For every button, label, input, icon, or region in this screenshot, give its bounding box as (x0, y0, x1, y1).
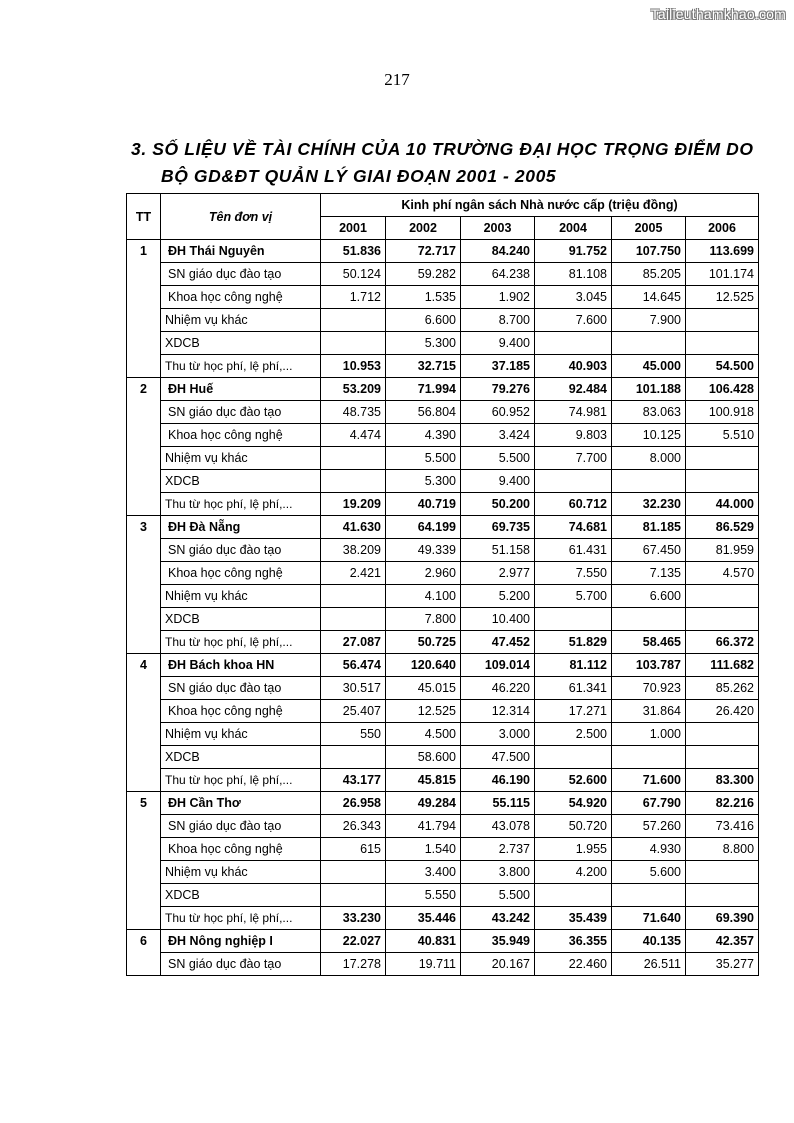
table-row (127, 884, 759, 907)
value-cell: 5.200 (461, 585, 535, 608)
value-cell: 10.125 (612, 424, 686, 447)
value-cell: 7.700 (535, 447, 612, 470)
value-cell: 5.600 (612, 861, 686, 884)
unit-name-cell: ĐH Huế (161, 378, 321, 401)
value-cell (321, 746, 386, 769)
value-cell: 7.550 (535, 562, 612, 585)
value-cell: 43.177 (321, 769, 386, 792)
value-cell: 47.500 (461, 746, 535, 769)
value-cell: 67.790 (612, 792, 686, 815)
value-cell: 67.450 (612, 539, 686, 562)
unit-name-cell: Thu từ học phí, lệ phí,... (161, 769, 321, 792)
value-cell: 17.271 (535, 700, 612, 723)
value-cell: 3.400 (386, 861, 461, 884)
value-cell: 60.952 (461, 401, 535, 424)
value-cell: 19.711 (386, 953, 461, 976)
unit-name-cell: Nhiệm vụ khác (161, 447, 321, 470)
value-cell: 54.920 (535, 792, 612, 815)
table-row (127, 746, 759, 769)
value-cell: 72.717 (386, 240, 461, 263)
value-cell (321, 608, 386, 631)
value-cell (535, 746, 612, 769)
value-cell: 57.260 (612, 815, 686, 838)
unit-name-cell: XDCB (161, 332, 321, 355)
table-row (127, 723, 759, 746)
university-row (127, 654, 759, 677)
value-cell: 27.087 (321, 631, 386, 654)
value-cell: 32.715 (386, 355, 461, 378)
value-cell: 41.794 (386, 815, 461, 838)
value-cell: 1.955 (535, 838, 612, 861)
value-cell: 2.977 (461, 562, 535, 585)
university-row (127, 378, 759, 401)
value-cell: 47.452 (461, 631, 535, 654)
value-cell: 111.682 (686, 654, 759, 677)
value-cell (321, 861, 386, 884)
value-cell (686, 861, 759, 884)
value-cell: 69.735 (461, 516, 535, 539)
table-row (127, 539, 759, 562)
value-cell: 4.390 (386, 424, 461, 447)
table-row (127, 424, 759, 447)
value-cell: 83.300 (686, 769, 759, 792)
value-cell: 33.230 (321, 907, 386, 930)
value-cell: 35.949 (461, 930, 535, 953)
value-cell: 85.205 (612, 263, 686, 286)
value-cell (612, 470, 686, 493)
value-cell: 55.115 (461, 792, 535, 815)
unit-name-cell: ĐH Bách khoa HN (161, 654, 321, 677)
value-cell: 2.421 (321, 562, 386, 585)
value-cell: 46.190 (461, 769, 535, 792)
table-row (127, 401, 759, 424)
value-cell: 10.953 (321, 355, 386, 378)
university-row (127, 240, 759, 263)
value-cell (612, 746, 686, 769)
value-cell: 45.000 (612, 355, 686, 378)
value-cell: 58.465 (612, 631, 686, 654)
value-cell: 86.529 (686, 516, 759, 539)
value-cell: 22.460 (535, 953, 612, 976)
unit-name-cell: Thu từ học phí, lệ phí,... (161, 493, 321, 516)
tt-cell: 3 (127, 516, 161, 654)
value-cell: 66.372 (686, 631, 759, 654)
table-row (127, 493, 759, 516)
value-cell: 73.416 (686, 815, 759, 838)
unit-name-cell: Thu từ học phí, lệ phí,... (161, 355, 321, 378)
value-cell: 52.600 (535, 769, 612, 792)
table-row (127, 263, 759, 286)
value-cell: 4.474 (321, 424, 386, 447)
value-cell: 5.500 (461, 447, 535, 470)
table-row (127, 838, 759, 861)
value-cell: 83.063 (612, 401, 686, 424)
value-cell (686, 332, 759, 355)
value-cell: 103.787 (612, 654, 686, 677)
unit-name-cell: XDCB (161, 608, 321, 631)
header-unit: Tên đơn vị (161, 194, 321, 240)
value-cell: 74.981 (535, 401, 612, 424)
header-year: 2002 (386, 217, 461, 240)
value-cell: 7.600 (535, 309, 612, 332)
value-cell (321, 585, 386, 608)
header-tt: TT (127, 194, 161, 240)
value-cell: 71.994 (386, 378, 461, 401)
value-cell: 59.282 (386, 263, 461, 286)
value-cell: 45.015 (386, 677, 461, 700)
unit-name-cell: SN giáo dục đào tạo (161, 539, 321, 562)
value-cell: 120.640 (386, 654, 461, 677)
value-cell: 61.431 (535, 539, 612, 562)
table-row (127, 953, 759, 976)
value-cell: 53.209 (321, 378, 386, 401)
header-year: 2006 (686, 217, 759, 240)
value-cell: 26.958 (321, 792, 386, 815)
value-cell: 109.014 (461, 654, 535, 677)
value-cell: 4.200 (535, 861, 612, 884)
value-cell: 5.500 (386, 447, 461, 470)
value-cell: 106.428 (686, 378, 759, 401)
value-cell (686, 585, 759, 608)
value-cell: 51.829 (535, 631, 612, 654)
value-cell: 50.124 (321, 263, 386, 286)
tt-cell: 2 (127, 378, 161, 516)
header-year: 2003 (461, 217, 535, 240)
value-cell: 1.712 (321, 286, 386, 309)
value-cell: 50.200 (461, 493, 535, 516)
value-cell (686, 447, 759, 470)
value-cell: 5.300 (386, 470, 461, 493)
tt-cell: 4 (127, 654, 161, 792)
unit-name-cell: ĐH Nông nghiệp I (161, 930, 321, 953)
value-cell (321, 332, 386, 355)
value-cell: 36.355 (535, 930, 612, 953)
table-row (127, 332, 759, 355)
value-cell (612, 332, 686, 355)
value-cell: 69.390 (686, 907, 759, 930)
value-cell: 45.815 (386, 769, 461, 792)
unit-name-cell: Khoa học công nghệ (161, 562, 321, 585)
value-cell: 54.500 (686, 355, 759, 378)
university-row (127, 516, 759, 539)
value-cell: 42.357 (686, 930, 759, 953)
value-cell: 101.188 (612, 378, 686, 401)
table-row (127, 631, 759, 654)
value-cell: 30.517 (321, 677, 386, 700)
value-cell: 82.216 (686, 792, 759, 815)
table-body (127, 240, 759, 976)
value-cell: 8.700 (461, 309, 535, 332)
value-cell (686, 723, 759, 746)
value-cell: 4.100 (386, 585, 461, 608)
value-cell: 12.314 (461, 700, 535, 723)
table-row (127, 815, 759, 838)
value-cell: 50.720 (535, 815, 612, 838)
table-row (127, 562, 759, 585)
value-cell: 84.240 (461, 240, 535, 263)
value-cell: 7.800 (386, 608, 461, 631)
value-cell: 26.511 (612, 953, 686, 976)
value-cell (612, 884, 686, 907)
unit-name-cell: Nhiệm vụ khác (161, 585, 321, 608)
table-row (127, 769, 759, 792)
value-cell (686, 309, 759, 332)
value-cell: 17.278 (321, 953, 386, 976)
value-cell: 71.640 (612, 907, 686, 930)
unit-name-cell: XDCB (161, 746, 321, 769)
unit-name-cell: SN giáo dục đào tạo (161, 401, 321, 424)
value-cell: 12.525 (386, 700, 461, 723)
value-cell: 4.570 (686, 562, 759, 585)
value-cell: 25.407 (321, 700, 386, 723)
value-cell: 32.230 (612, 493, 686, 516)
value-cell: 49.339 (386, 539, 461, 562)
value-cell: 100.918 (686, 401, 759, 424)
value-cell: 107.750 (612, 240, 686, 263)
value-cell: 550 (321, 723, 386, 746)
value-cell (612, 608, 686, 631)
unit-name-cell: Nhiệm vụ khác (161, 861, 321, 884)
value-cell: 101.174 (686, 263, 759, 286)
value-cell: 6.600 (612, 585, 686, 608)
value-cell (535, 332, 612, 355)
value-cell: 3.045 (535, 286, 612, 309)
value-cell: 35.277 (686, 953, 759, 976)
value-cell: 2.960 (386, 562, 461, 585)
header-year: 2004 (535, 217, 612, 240)
table-row (127, 907, 759, 930)
value-cell: 46.220 (461, 677, 535, 700)
table-row (127, 608, 759, 631)
tt-cell: 1 (127, 240, 161, 378)
value-cell (321, 447, 386, 470)
value-cell: 81.959 (686, 539, 759, 562)
header-budget: Kinh phí ngân sách Nhà nước cấp (triệu đồng) (321, 194, 759, 217)
value-cell: 43.078 (461, 815, 535, 838)
value-cell: 40.719 (386, 493, 461, 516)
value-cell: 74.681 (535, 516, 612, 539)
value-cell: 37.185 (461, 355, 535, 378)
value-cell: 9.400 (461, 470, 535, 493)
value-cell: 51.158 (461, 539, 535, 562)
header-year: 2001 (321, 217, 386, 240)
value-cell: 81.185 (612, 516, 686, 539)
value-cell (535, 884, 612, 907)
value-cell: 8.800 (686, 838, 759, 861)
value-cell: 8.000 (612, 447, 686, 470)
value-cell (686, 470, 759, 493)
value-cell: 9.400 (461, 332, 535, 355)
value-cell: 113.699 (686, 240, 759, 263)
table-row (127, 309, 759, 332)
value-cell: 5.550 (386, 884, 461, 907)
unit-name-cell: XDCB (161, 470, 321, 493)
value-cell: 81.108 (535, 263, 612, 286)
university-row (127, 792, 759, 815)
value-cell: 71.600 (612, 769, 686, 792)
value-cell: 5.500 (461, 884, 535, 907)
value-cell: 58.600 (386, 746, 461, 769)
value-cell: 91.752 (535, 240, 612, 263)
value-cell: 6.600 (386, 309, 461, 332)
value-cell: 1.902 (461, 286, 535, 309)
value-cell: 1.540 (386, 838, 461, 861)
table-row (127, 470, 759, 493)
tt-cell: 5 (127, 792, 161, 930)
value-cell: 44.000 (686, 493, 759, 516)
page-number: 217 (384, 70, 410, 89)
value-cell: 56.804 (386, 401, 461, 424)
table-row (127, 447, 759, 470)
value-cell: 20.167 (461, 953, 535, 976)
value-cell: 43.242 (461, 907, 535, 930)
value-cell (686, 884, 759, 907)
table-header (127, 194, 759, 240)
unit-name-cell: Nhiệm vụ khác (161, 723, 321, 746)
value-cell: 40.903 (535, 355, 612, 378)
value-cell: 9.803 (535, 424, 612, 447)
value-cell: 7.900 (612, 309, 686, 332)
value-cell: 40.135 (612, 930, 686, 953)
header-year: 2005 (612, 217, 686, 240)
value-cell: 4.500 (386, 723, 461, 746)
unit-name-cell: SN giáo dục đào tạo (161, 953, 321, 976)
watermark: Tailieuthamkhao.com (650, 6, 786, 22)
tt-cell: 6 (127, 930, 161, 976)
value-cell (321, 309, 386, 332)
value-cell: 1.000 (612, 723, 686, 746)
value-cell: 26.420 (686, 700, 759, 723)
value-cell: 64.238 (461, 263, 535, 286)
value-cell: 7.135 (612, 562, 686, 585)
value-cell: 64.199 (386, 516, 461, 539)
value-cell: 26.343 (321, 815, 386, 838)
unit-name-cell: ĐH Cần Thơ (161, 792, 321, 815)
value-cell: 35.446 (386, 907, 461, 930)
value-cell: 70.923 (612, 677, 686, 700)
section-heading (131, 136, 754, 190)
value-cell: 4.930 (612, 838, 686, 861)
value-cell: 12.525 (686, 286, 759, 309)
table-row (127, 677, 759, 700)
value-cell (686, 608, 759, 631)
unit-name-cell: ĐH Thái Nguyên (161, 240, 321, 263)
value-cell: 5.300 (386, 332, 461, 355)
table-row (127, 355, 759, 378)
value-cell: 50.725 (386, 631, 461, 654)
value-cell: 31.864 (612, 700, 686, 723)
value-cell: 79.276 (461, 378, 535, 401)
unit-name-cell: SN giáo dục đào tạo (161, 677, 321, 700)
table-row (127, 861, 759, 884)
unit-name-cell: ĐH Đà Nẵng (161, 516, 321, 539)
unit-name-cell: Thu từ học phí, lệ phí,... (161, 631, 321, 654)
unit-name-cell: Khoa học công nghệ (161, 286, 321, 309)
value-cell: 60.712 (535, 493, 612, 516)
table-row (127, 700, 759, 723)
value-cell: 19.209 (321, 493, 386, 516)
value-cell: 3.000 (461, 723, 535, 746)
value-cell (321, 470, 386, 493)
unit-name-cell: SN giáo dục đào tạo (161, 263, 321, 286)
value-cell: 615 (321, 838, 386, 861)
value-cell: 85.262 (686, 677, 759, 700)
unit-name-cell: Khoa học công nghệ (161, 838, 321, 861)
value-cell: 14.645 (612, 286, 686, 309)
value-cell: 3.800 (461, 861, 535, 884)
unit-name-cell: Thu từ học phí, lệ phí,... (161, 907, 321, 930)
unit-name-cell: Khoa học công nghệ (161, 700, 321, 723)
table-row (127, 585, 759, 608)
value-cell: 35.439 (535, 907, 612, 930)
value-cell: 61.341 (535, 677, 612, 700)
value-cell: 51.836 (321, 240, 386, 263)
unit-name-cell: Khoa học công nghệ (161, 424, 321, 447)
value-cell: 3.424 (461, 424, 535, 447)
heading-line-2: BỘ GD&ĐT QUẢN LÝ GIAI ĐOẠN 2001 - 2005 (161, 166, 557, 186)
value-cell: 10.400 (461, 608, 535, 631)
table-row (127, 286, 759, 309)
value-cell: 2.500 (535, 723, 612, 746)
value-cell: 92.484 (535, 378, 612, 401)
value-cell: 22.027 (321, 930, 386, 953)
value-cell (321, 884, 386, 907)
heading-line-1: 3. SỐ LIỆU VỀ TÀI CHÍNH CỦA 10 TRƯỜNG ĐẠI HỌC TRỌNG ĐIỂM DO (131, 139, 754, 159)
university-row (127, 930, 759, 953)
value-cell: 56.474 (321, 654, 386, 677)
value-cell: 38.209 (321, 539, 386, 562)
value-cell (686, 746, 759, 769)
value-cell: 1.535 (386, 286, 461, 309)
value-cell: 5.700 (535, 585, 612, 608)
value-cell: 2.737 (461, 838, 535, 861)
value-cell: 40.831 (386, 930, 461, 953)
value-cell: 5.510 (686, 424, 759, 447)
unit-name-cell: SN giáo dục đào tạo (161, 815, 321, 838)
unit-name-cell: XDCB (161, 884, 321, 907)
value-cell (535, 608, 612, 631)
unit-name-cell: Nhiệm vụ khác (161, 309, 321, 332)
value-cell: 81.112 (535, 654, 612, 677)
value-cell: 48.735 (321, 401, 386, 424)
value-cell: 49.284 (386, 792, 461, 815)
value-cell (535, 470, 612, 493)
finance-table (126, 193, 759, 976)
value-cell: 41.630 (321, 516, 386, 539)
